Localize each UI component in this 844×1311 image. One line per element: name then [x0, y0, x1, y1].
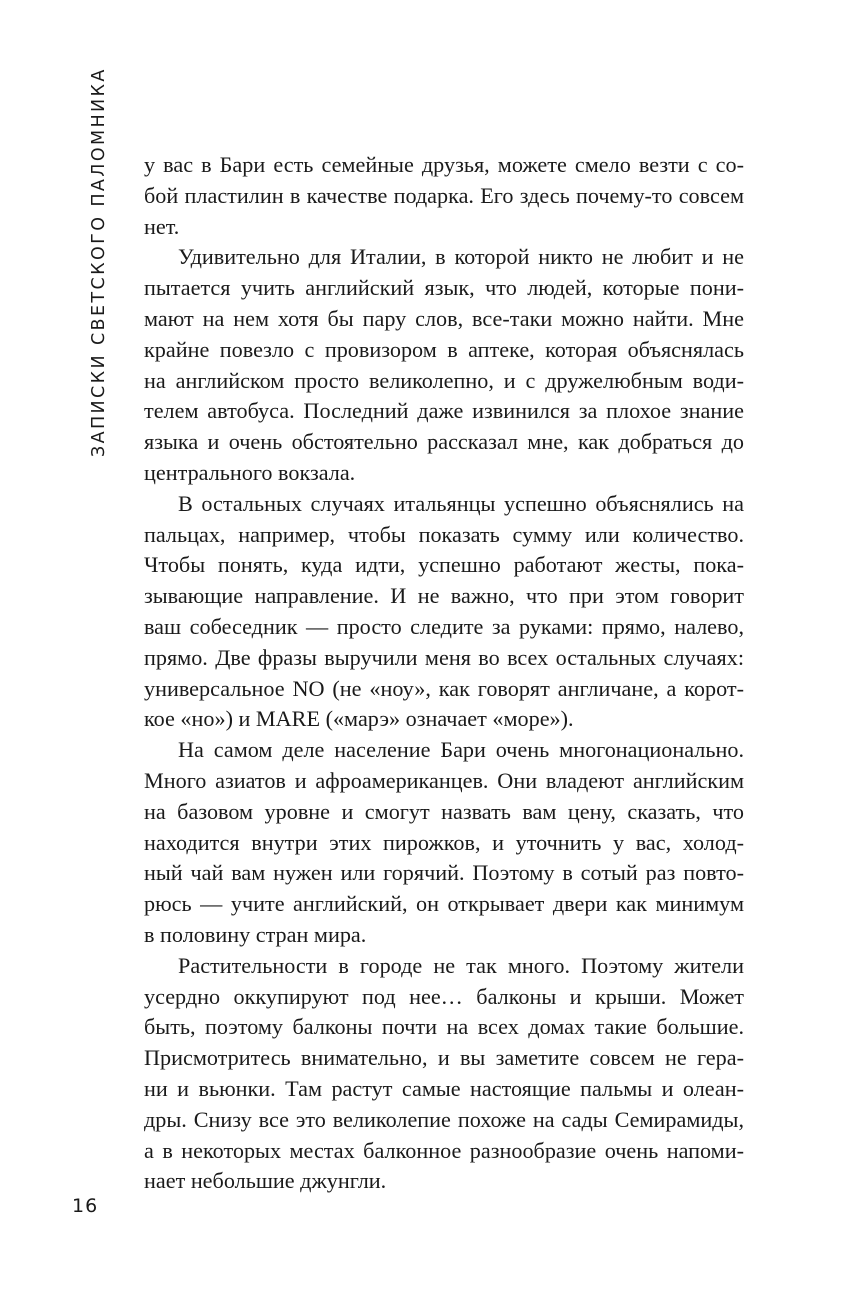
- text-line: ный чай вам нужен или горячий. Поэтому в сотый раз повто-: [144, 860, 744, 886]
- page-number: 16: [72, 1195, 99, 1217]
- text-line: нает небольшие джунгли.: [144, 1168, 387, 1194]
- text-line: бой пластилин в качестве подарка. Его здесь почему-то совсем: [144, 182, 744, 208]
- text-line: универсальное NO (не «ноу», как говорят англичане, а корот-: [144, 675, 744, 701]
- text-line: быть, поэтому балконы почти на всех домах такие большие.: [144, 1014, 744, 1040]
- text-line: В остальных случаях итальянцы успешно объяснялись на: [178, 490, 744, 516]
- text-line: на базовом уровне и смогут назвать вам цену, сказать, что: [144, 798, 744, 824]
- text-line: дры. Снизу все это великолепие похоже на сады Семирамиды,: [144, 1106, 744, 1132]
- text-line: Чтобы понять, куда идти, успешно работают жесты, пока-: [144, 552, 744, 578]
- text-line: центрального вокзала.: [144, 459, 356, 485]
- paragraph: [144, 951, 744, 1197]
- text-line: ваш собеседник — просто следите за руками: прямо, налево,: [144, 613, 744, 639]
- text-line: языка и очень обстоятельно рассказал мне, как добраться до: [144, 429, 744, 455]
- paragraph: [144, 150, 744, 242]
- body-text: [144, 150, 744, 1197]
- text-line: На самом деле население Бари очень многонационально.: [178, 737, 744, 763]
- text-line: Присмотритесь внимательно, и вы заметите совсем не гера-: [144, 1045, 744, 1071]
- text-line: прямо. Две фразы выручили меня во всех остальных случаях:: [144, 644, 744, 670]
- text-line: нет.: [144, 213, 180, 239]
- text-line: находится внутри этих пирожков, и уточнить у вас, холод-: [144, 829, 744, 855]
- text-line: телем автобуса. Последний даже извинился за плохое знание: [144, 398, 744, 424]
- paragraph: [144, 735, 744, 951]
- text-line: пальцах, например, чтобы показать сумму или количество.: [144, 521, 744, 547]
- text-line: зывающие направление. И не важно, что при этом говорит: [144, 583, 744, 609]
- text-line: пытается учить английский язык, что людей, которые пони-: [144, 275, 744, 301]
- text-line: ни и вьюнки. Там растут самые настоящие пальмы и олеан-: [144, 1075, 744, 1101]
- text-line: мают на нем хотя бы пару слов, все-таки можно найти. Мне: [144, 305, 744, 331]
- text-line: у вас в Бари есть семейные друзья, можете смело везти с со-: [144, 152, 744, 177]
- text-line: рюсь — учите английский, он открывает двери как минимум: [144, 891, 744, 917]
- paragraph: [144, 489, 744, 735]
- text-line: усердно оккупируют под нее… балконы и крыши. Может: [144, 983, 744, 1009]
- text-line: крайне повезло с провизором в аптеке, которая объяснялась: [144, 336, 744, 362]
- paragraph: [144, 242, 744, 488]
- text-line: Много азиатов и афроамериканцев. Они владеют английским: [144, 767, 744, 793]
- text-line: на английском просто великолепно, и с дружелюбным води-: [144, 367, 744, 393]
- text-line: кое «но») и MARE («марэ» означает «море»).: [144, 706, 574, 732]
- text-line: Удивительно для Италии, в которой никто не любит и не: [178, 244, 744, 270]
- text-line: в половину стран мира.: [144, 921, 367, 947]
- text-line: а в некоторых местах балконное разнообразие очень напоми-: [144, 1137, 744, 1163]
- running-head: ЗАПИСКИ СВЕТСКОГО ПАЛОМНИКА: [89, 67, 109, 457]
- text-line: Растительности в городе не так много. Поэтому жители: [178, 952, 744, 978]
